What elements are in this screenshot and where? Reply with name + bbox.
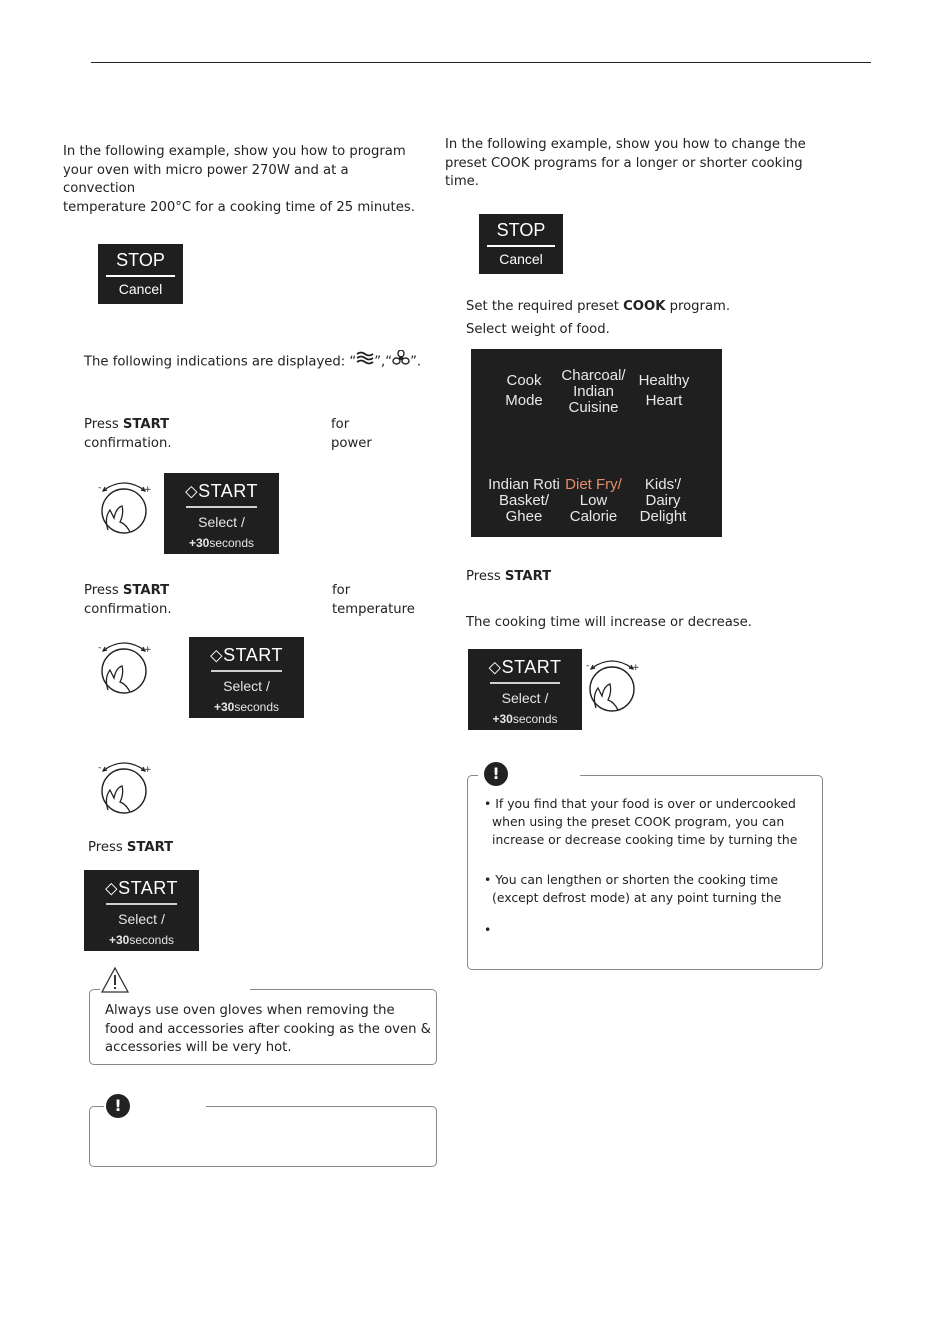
start-button[interactable]: ⬦START Select / +30seconds (164, 473, 279, 554)
note-header-right (478, 760, 580, 788)
set-program-line: Set the required preset COOK program. (466, 299, 731, 314)
header-rule (91, 62, 871, 63)
dial-knob[interactable] (96, 758, 152, 818)
dial-knob[interactable] (96, 478, 152, 538)
program-healthy-heart[interactable]: Healthy Heart (638, 372, 690, 409)
stop-cancel-button[interactable] (98, 244, 183, 304)
dial-knob[interactable] (584, 656, 640, 716)
caution-box (89, 989, 437, 1065)
program-kids-dairy-delight[interactable]: Kids'/ Dairy Delight (639, 476, 687, 525)
start-icon: ⬦ (105, 878, 119, 898)
warning-triangle-icon (100, 966, 130, 994)
start-button[interactable]: ⬦START Select / +30seconds (84, 870, 199, 951)
caution-text: Always use oven gloves when removing the food and accessories after cooking as the oven & accessories will be very hot. (105, 1003, 431, 1055)
left-intro: In the following example, show you how to program your oven with micro power 270W and at a convection temperature 200°C for a cooking time of 25 minutes. (63, 144, 415, 215)
notice-icon: ! (106, 1094, 130, 1118)
stop-divider (487, 245, 555, 247)
start-icon: ⬦ (185, 481, 199, 501)
dial-icon (584, 656, 640, 716)
program-indian-roti-basket-ghee[interactable]: Indian Roti Basket/ Ghee (488, 476, 560, 525)
svg-text:+: + (144, 485, 152, 495)
step-temperature: Press START for temperature confirmation. (84, 583, 415, 617)
right-intro: In the following example, show you how to change the preset COOK programs for a longer or shorter cooking time. (445, 137, 806, 189)
convection-fan-icon (392, 350, 410, 373)
stop-cancel-button[interactable] (479, 214, 563, 274)
cancel-label: Cancel (118, 281, 163, 297)
indications-line: The following indications are displayed: “ ”,“ ”. (84, 350, 424, 373)
svg-text:+: + (144, 645, 152, 655)
program-cook-mode[interactable]: Cook Mode (505, 372, 543, 409)
step-power: Press START for power confirmation. (84, 417, 372, 451)
stop-divider (106, 275, 175, 277)
svg-text:-: - (98, 643, 102, 653)
svg-text:+: + (144, 765, 152, 775)
start-icon: ⬦ (488, 657, 502, 677)
start-icon: ⬦ (210, 645, 224, 665)
dial-icon (96, 478, 152, 538)
stop-label: STOP (116, 250, 165, 270)
microwave-waves-icon (356, 351, 374, 372)
cooking-time-line: The cooking time will increase or decrease. (466, 615, 752, 630)
dial-icon (96, 758, 152, 818)
press-start-line: Press START (88, 840, 174, 855)
cook-programs-panel (471, 349, 722, 537)
stop-label: STOP (496, 220, 546, 240)
start-divider (490, 682, 560, 684)
svg-text:-: - (586, 661, 590, 671)
notice-icon: ! (484, 762, 508, 786)
dial-icon (96, 638, 152, 698)
right-press-start-line: Press START (466, 569, 552, 584)
start-button[interactable]: ⬦START Select / +30seconds (468, 649, 582, 730)
start-divider (186, 506, 257, 508)
start-divider (211, 670, 282, 672)
note-header-left (104, 1092, 206, 1120)
start-divider (106, 903, 177, 905)
note-text: • If you find that your food is over or undercooked when using the preset COOK program, you can increase or decrease cooking time by turning the • You can lengthen or shorten the cooking time (except defrost mode) at any point turning the • (484, 796, 798, 937)
program-charcoal-indian-cuisine[interactable]: Charcoal/ Indian Cuisine (561, 367, 626, 416)
start-button[interactable]: ⬦START Select / +30seconds (189, 637, 304, 718)
program-diet-fry-low-calorie[interactable]: Diet Fry/ Low Calorie (565, 476, 622, 525)
caution-header (100, 966, 250, 994)
select-weight-line: Select weight of food. (466, 322, 610, 337)
svg-text:+: + (632, 663, 640, 673)
dial-knob[interactable] (96, 638, 152, 698)
svg-text:-: - (98, 763, 102, 773)
svg-text:-: - (98, 483, 102, 493)
cancel-label: Cancel (499, 251, 543, 267)
note-box-right (467, 775, 823, 970)
